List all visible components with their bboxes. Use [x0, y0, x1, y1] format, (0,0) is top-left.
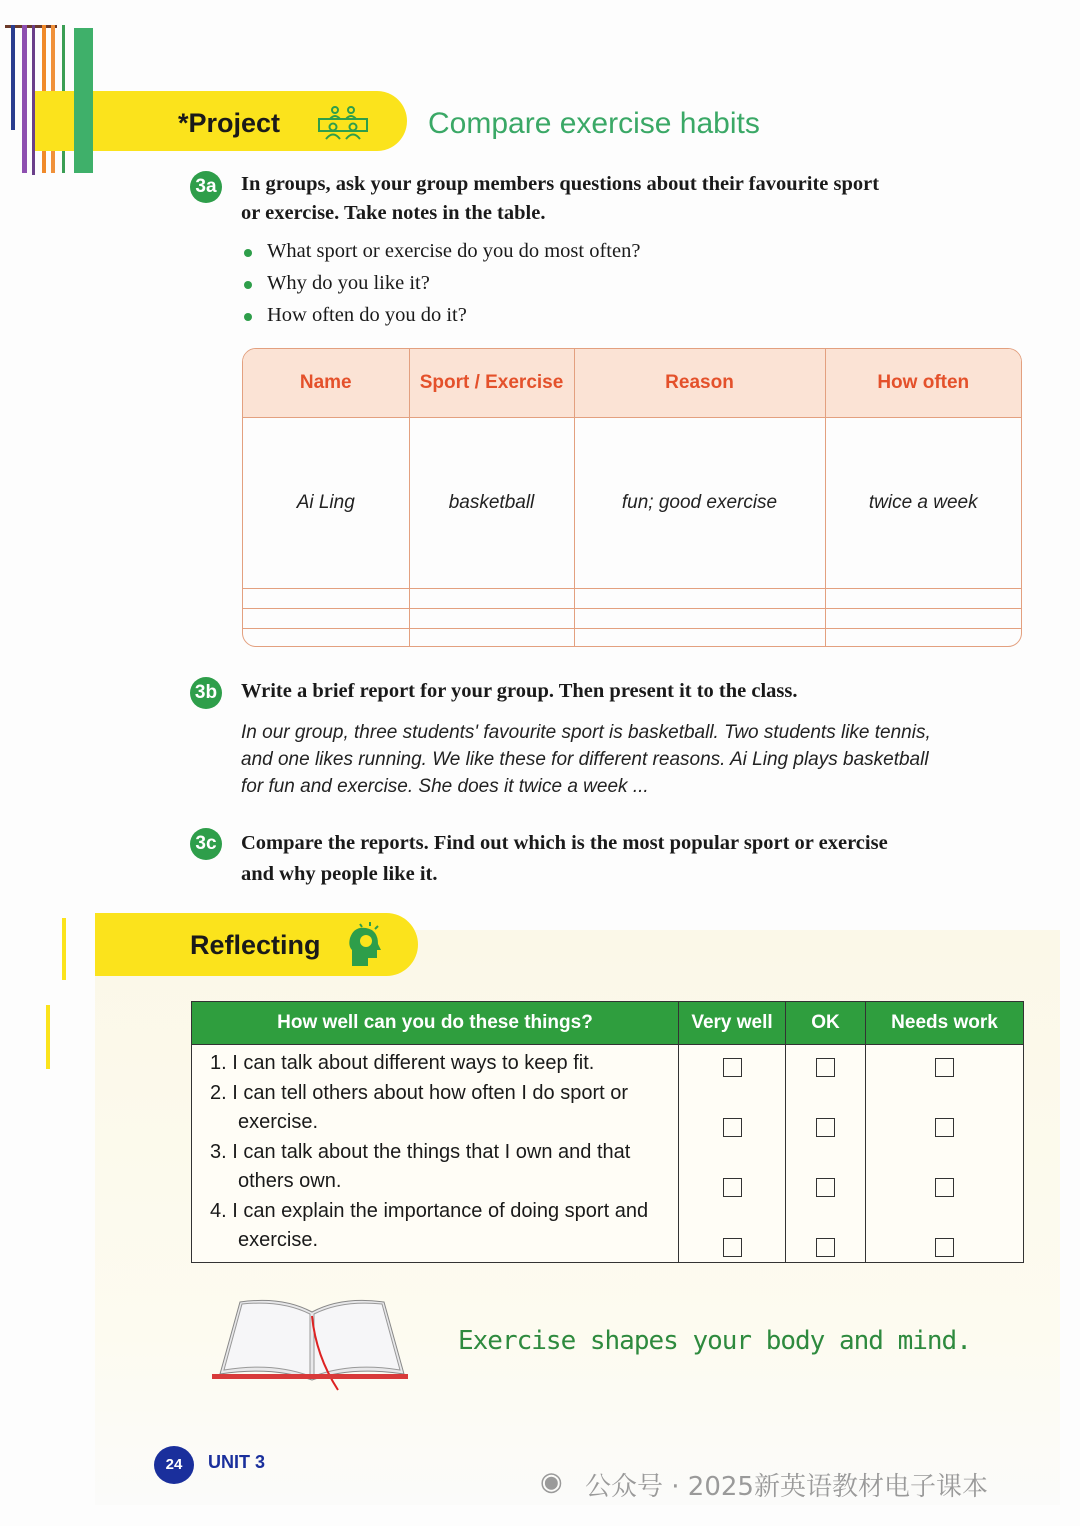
- project-title: Compare exercise habits: [428, 107, 760, 140]
- question-item: What sport or exercise do you do most often?: [244, 240, 640, 263]
- open-book-icon: [212, 1296, 410, 1397]
- checkbox-ok[interactable]: [816, 1058, 835, 1077]
- empty-cell[interactable]: [825, 588, 1021, 608]
- task-badge-3b: 3b: [190, 677, 222, 709]
- header-ok: OK: [786, 1002, 866, 1045]
- checkbox-ok[interactable]: [816, 1118, 835, 1137]
- task-badge-3a: 3a: [190, 171, 222, 203]
- empty-cell[interactable]: [243, 608, 409, 628]
- unit-label: UNIT 3: [208, 1452, 266, 1472]
- table-row: [243, 418, 1021, 589]
- yellow-mark: [46, 1005, 50, 1069]
- empty-cell[interactable]: [243, 588, 409, 608]
- empty-cell[interactable]: [574, 608, 825, 628]
- statement-4: 4. I can explain the importance of doing sport and exercise.: [210, 1199, 649, 1251]
- header-how-often: How often: [825, 349, 1021, 418]
- table-row: [243, 588, 1021, 608]
- statement-2: 2. I can tell others about how often I do sport or exercise.: [210, 1081, 629, 1133]
- green-stripe: [74, 28, 93, 173]
- question-item: Why do you like it?: [244, 272, 430, 295]
- checkbox-needs-work[interactable]: [935, 1238, 954, 1257]
- header-reason: Reason: [574, 349, 825, 418]
- checkbox-needs-work[interactable]: [935, 1178, 954, 1197]
- example-line: and one likes running. We like these for different reasons. Ai Ling plays basketball: [241, 749, 929, 770]
- task-3c-instruction-1: Compare the reports. Find out which is the most popular sport or exercise: [241, 832, 888, 854]
- empty-cell[interactable]: [409, 588, 574, 608]
- watermark: 公众号 · 2025新英语教材电子课本: [585, 1472, 988, 1502]
- checkbox-needs-work[interactable]: [935, 1058, 954, 1077]
- cell-sport: basketball: [409, 418, 574, 589]
- lightbulb-head-icon: [346, 920, 384, 973]
- cell-name: Ai Ling: [243, 418, 409, 589]
- empty-cell[interactable]: [825, 629, 1021, 646]
- cell-reason: fun; good exercise: [574, 418, 825, 589]
- checkbox-needs-work[interactable]: [935, 1118, 954, 1137]
- table-row: [243, 608, 1021, 628]
- checkbox-very-well[interactable]: [723, 1118, 742, 1137]
- checkbox-ok[interactable]: [816, 1238, 835, 1257]
- cell-how-often: twice a week: [825, 418, 1021, 589]
- page-number-badge: [154, 1446, 194, 1484]
- ok-column: [786, 1045, 866, 1263]
- checkbox-very-well[interactable]: [723, 1058, 742, 1077]
- question-item: How often do you do it?: [244, 304, 467, 327]
- checkbox-very-well[interactable]: [723, 1178, 742, 1197]
- empty-cell[interactable]: [574, 629, 825, 646]
- task-3a-instruction-1: In groups, ask your group members questions about their favourite sport: [241, 173, 880, 195]
- header-needs-work: Needs work: [866, 1002, 1024, 1045]
- page-number: 24: [165, 1456, 183, 1473]
- statement-1: 1. I can talk about different ways to keep fit.: [210, 1052, 595, 1074]
- task-3b-instruction: Write a brief report for your group. Then present it to the class.: [241, 680, 798, 702]
- empty-cell[interactable]: [409, 629, 574, 646]
- header-very-well: Very well: [679, 1002, 786, 1045]
- empty-cell[interactable]: [243, 629, 409, 646]
- task-3a-instruction-2: or exercise. Take notes in the table.: [241, 202, 546, 224]
- header-name: Name: [243, 349, 409, 418]
- empty-cell[interactable]: [409, 608, 574, 628]
- yellow-mark: [62, 918, 66, 980]
- header-question: How well can you do these things?: [192, 1002, 679, 1045]
- motto: Exercise shapes your body and mind.: [458, 1326, 971, 1356]
- reflecting-label: Reflecting: [190, 930, 321, 960]
- task-3c-instruction-2: and why people like it.: [241, 863, 438, 885]
- group-work-icon: [316, 105, 370, 146]
- self-assessment-table: [191, 1001, 1024, 1263]
- example-line: for fun and exercise. She does it twice a week ...: [241, 776, 649, 797]
- needs-work-column: [866, 1045, 1024, 1263]
- header-sport: Sport / Exercise: [409, 349, 574, 418]
- table-row: [243, 629, 1021, 646]
- statement-3: 3. I can talk about the things that I own and that others own.: [210, 1140, 631, 1192]
- empty-cell[interactable]: [825, 608, 1021, 628]
- notes-table: [242, 348, 1022, 647]
- very-well-column: [679, 1045, 786, 1263]
- example-line: In our group, three students' favourite sport is basketball. Two students like tennis,: [241, 722, 931, 743]
- checkbox-very-well[interactable]: [723, 1238, 742, 1257]
- checkbox-ok[interactable]: [816, 1178, 835, 1197]
- empty-cell[interactable]: [574, 588, 825, 608]
- project-label: *Project: [178, 108, 281, 138]
- task-badge-3c: 3c: [190, 828, 222, 860]
- wechat-icon: ◉: [540, 1466, 563, 1496]
